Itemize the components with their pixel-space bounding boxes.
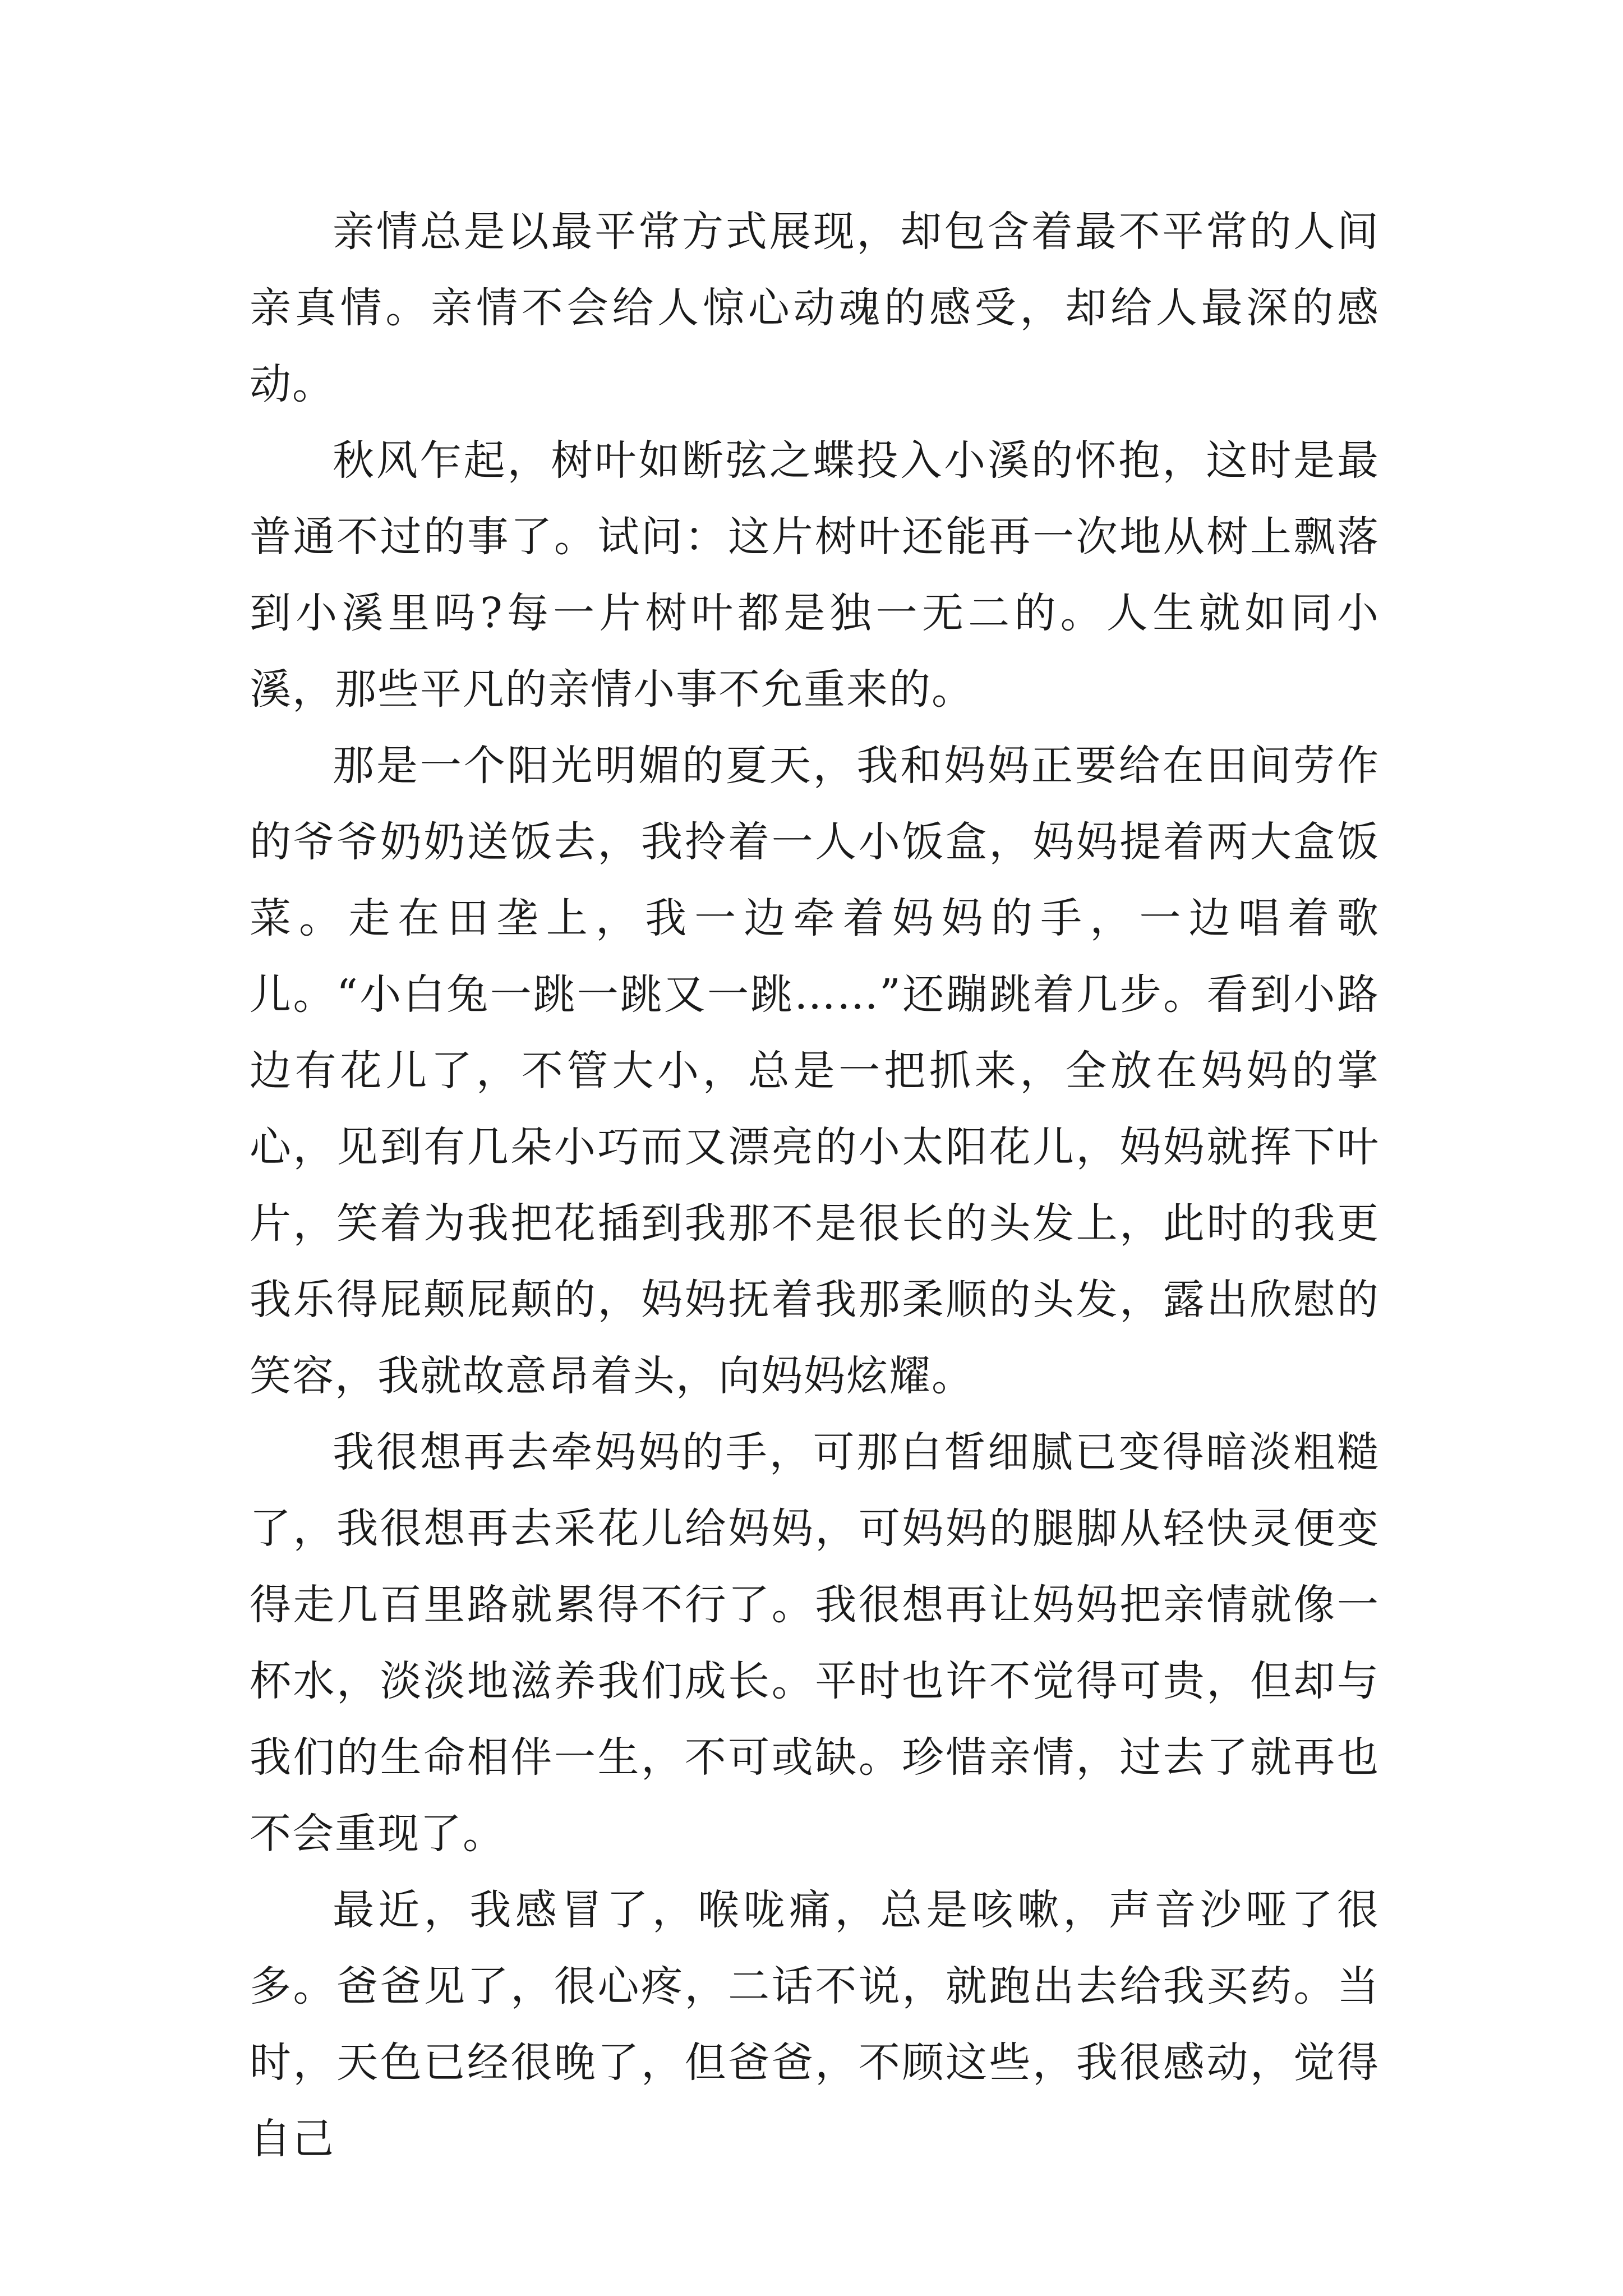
paragraph: 最近，我感冒了，喉咙痛，总是咳嗽，声音沙哑了很多。爸爸见了，很心疼，二话不说，就跑出去给我买药。当时，天色已经很晚了，但爸爸，不顾这些，我很感动，觉得自己 — [250, 1886, 1380, 2163]
paragraph: 那是一个阳光明媚的夏天，我和妈妈正要给在田间劳作的爷爷奶奶送饭去，我拎着一人小饭盒，妈妈提着两大盒饭菜。走在田垄上，我一边牵着妈妈的手，一边唱着歌儿。“小白兔一跳一跳又一跳……”还蹦跳着几步。看到小路边有花儿了，不管大小，总是一把抓来，全放在妈妈的掌心，见到有几朵小巧而又漂亮的小太阳花儿，妈妈就挥下叶片，笑着为我把花插到我那不是很长的头发上，此时的我更我乐得屁颠屁颠的，妈妈抚着我那柔顺的头发，露出欣慰的笑容，我就故意昂着头，向妈妈炫耀。 — [250, 742, 1380, 1400]
paragraph: 亲情总是以最平常方式展现，却包含着最不平常的人间亲真情。亲情不会给人惊心动魂的感受，却给人最深的感动。 — [250, 208, 1380, 408]
paragraph: 秋风乍起，树叶如断弦之蝶投入小溪的怀抱，这时是最普通不过的事了。试问：这片树叶还能再一次地从树上飘落到小溪里吗?每一片树叶都是独一无二的。人生就如同小溪，那些平凡的亲情小事不允重来的。 — [250, 436, 1380, 714]
paragraph: 我很想再去牵妈妈的手，可那白皙细腻已变得暗淡粗糙了，我很想再去采花儿给妈妈，可妈妈的腿脚从轻快灵便变得走几百里路就累得不行了。我很想再让妈妈把亲情就像一杯水，淡淡地滋养我们成长。平时也许不觉得可贵，但却与我们的生命相伴一生，不可或缺。珍惜亲情，过去了就再也不会重现了。 — [250, 1428, 1380, 1858]
document-body — [250, 194, 1380, 2177]
